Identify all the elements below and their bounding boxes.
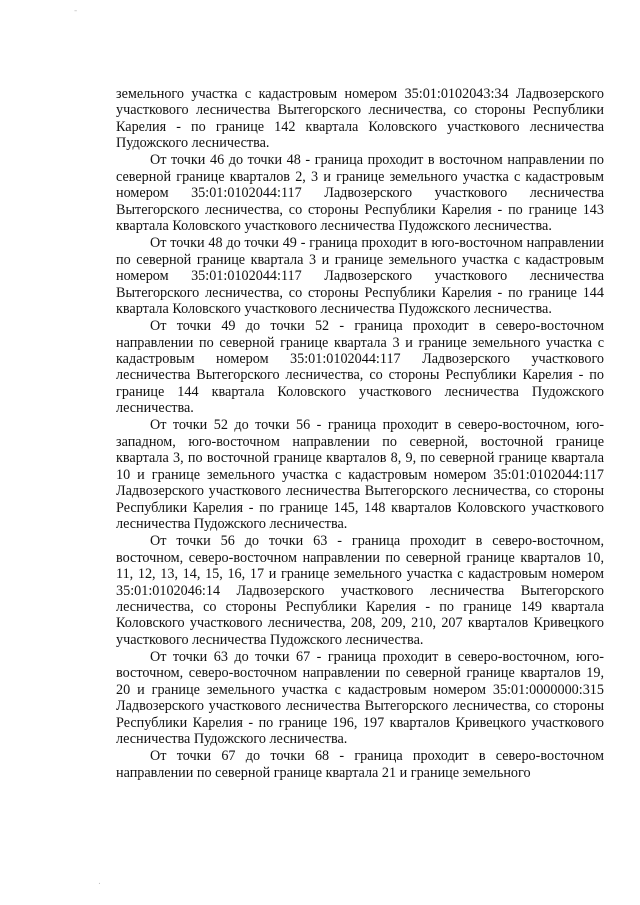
paragraph-6: От точки 56 до точки 63 - граница проходит в северо-восточном, восточном, северо-восточном направлении по северной границе кварталов 10, 11, 12, 13, 14, 15, 16, 17 и границе земельного участка с кадастровым номером 35:01:0102046:14 Ладвозерского участкового лесничества Вытегорского лесничества, со стороны Республики Карелия - по границе 149 квартала Коловского участкового лесничества, 208, 209, 210, 207 кварталов Кривецкого участкового лесничества Пудожского лесничества. — [116, 533, 604, 648]
paragraph-8: От точки 67 до точки 68 - граница проходит в северо-восточном направлении по северной границе квартала 21 и границе земельного — [116, 748, 604, 781]
paragraph-2: От точки 46 до точки 48 - граница проходит в восточном направлении по северной границе кварталов 2, 3 и границе земельного участка с кадастровым номером 35:01:0102044:117 Ладвозерского участкового лесничества Вытегорского лесничества, со стороны Республики Карелия - по границе 143 квартала Коловского участкового лесничества Пудожского лесничества. — [116, 152, 604, 235]
paragraph-5: От точки 52 до точки 56 - граница проходит в северо-восточном, юго-западном, юго-восточном направлении по северной, восточной границе квартала 3, по восточной границе кварталов 8, 9, по северной границе квартала 10 и границе земельного участка с кадастровым номером 35:01:0102044:117 Ладвозерского участкового лесничества Вытегорского лесничества, со стороны Республики Карелия - по границе 145, 148 кварталов Коловского участкового лесничества Пудожского лесничества. — [116, 417, 604, 533]
scan-mark-top: - — [74, 6, 78, 16]
paragraph-7: От точки 63 до точки 67 - граница проходит в северо-восточном, юго-восточном, северо-восточном направлении по северной границе кварталов 19, 20 и границе земельного участка с кадастровым номером 35:01:0000000:315 Ладвозерского участкового лесничества Вытегорского лесничества, со стороны Республики Карелия - по границе 196, 197 кварталов Кривецкого участкового лесничества Пудожского лесничества. — [116, 648, 604, 748]
scan-mark-bottom: . — [98, 877, 101, 887]
paragraph-3: От точки 48 до точки 49 - граница проходит в юго-восточном направлении по северной границе квартала 3 и границе земельного участка с кадастровым номером 35:01:0102044:117 Ладвозерского участкового лесничества Вытегорского лесничества, со стороны Республики Карелия - по границе 144 квартала Коловского участкового лесничества Пудожского лесничества. — [116, 235, 604, 318]
paragraph-1: земельного участка с кадастровым номером 35:01:0102043:34 Ладвозерского участкового лесничества Вытегорского лесничества, со стороны Республики Карелия - по границе 142 квартала Коловского участкового лесничества Пудожского лесничества. — [116, 86, 604, 152]
document-body — [116, 86, 604, 782]
paragraph-4: От точки 49 до точки 52 - граница проходит в северо-восточном направлении по северной границе квартала 3 и границе земельного участка с кадастровым номером 35:01:0102044:117 Ладвозерского участкового лесничества Вытегорского лесничества, со стороны Республики Карелия - по границе 144 квартала Коловского участкового лесничества Пудожского лесничества. — [116, 318, 604, 417]
